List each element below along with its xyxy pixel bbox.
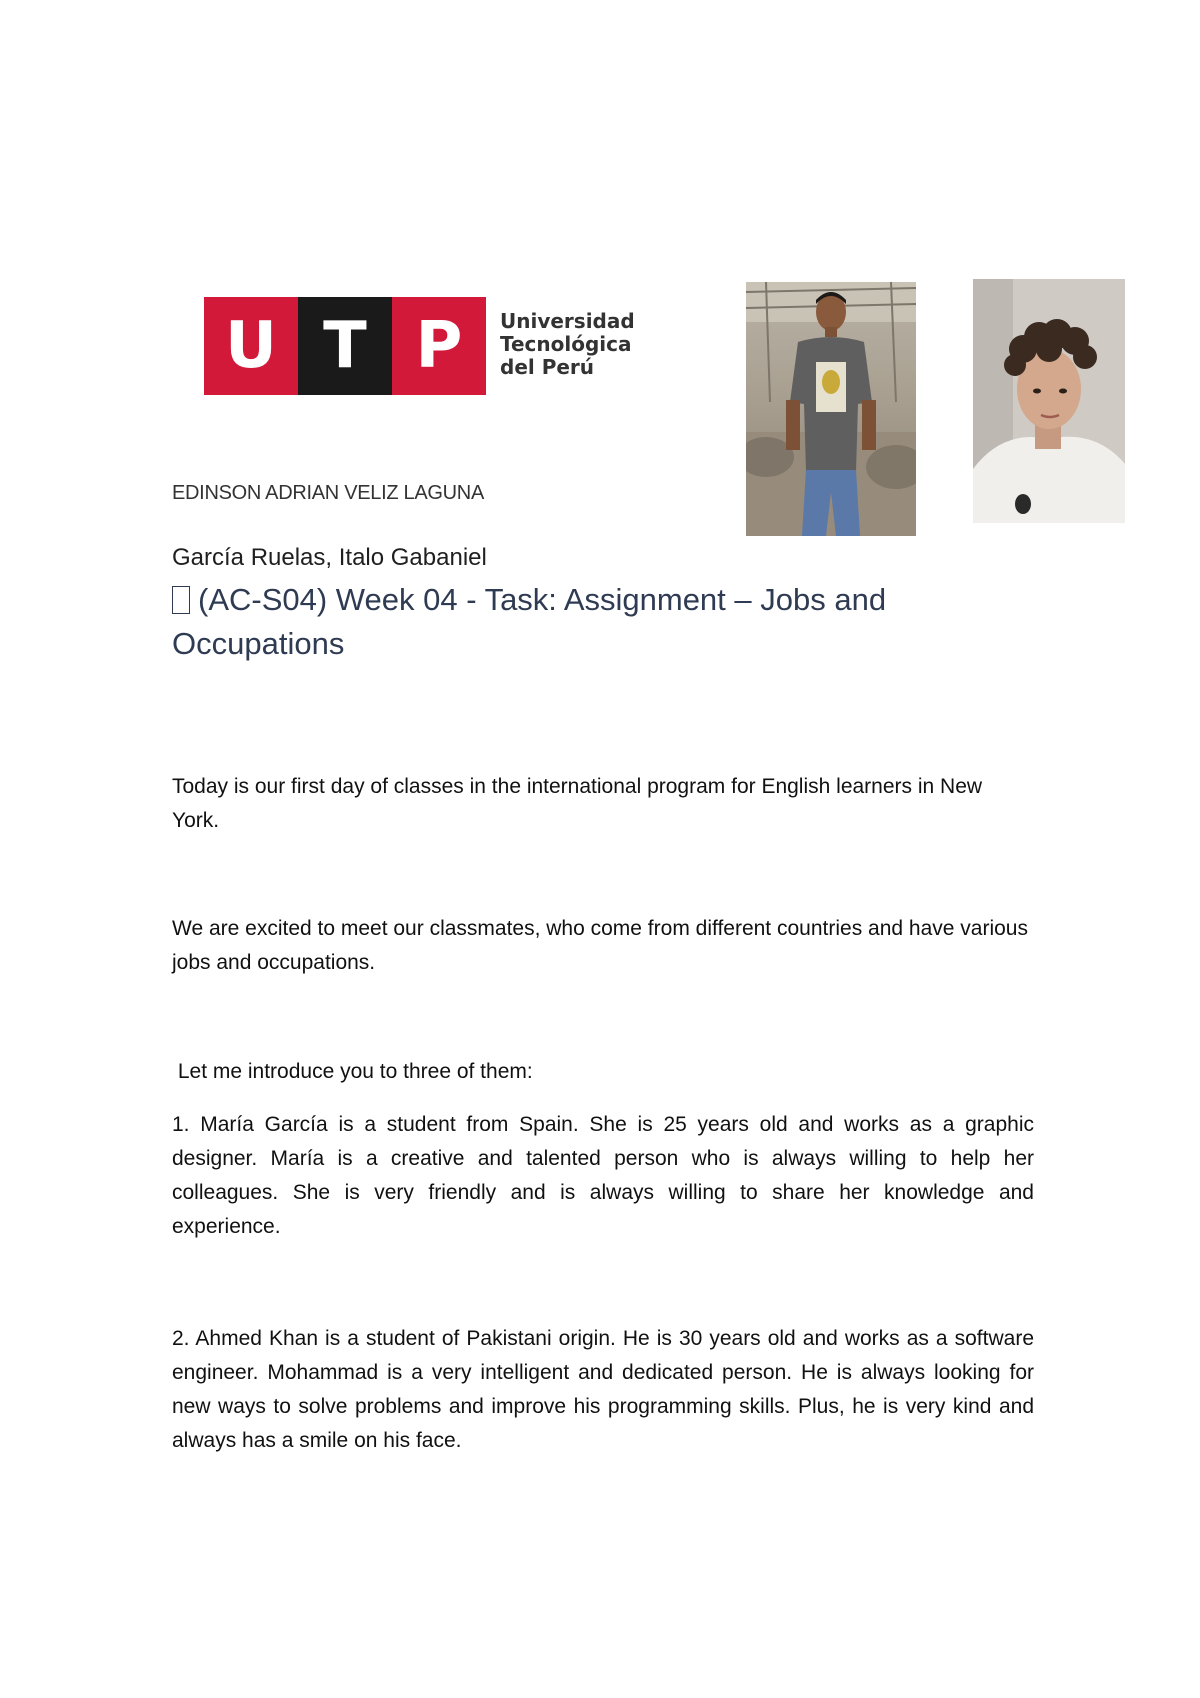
missing-glyph-icon (172, 586, 190, 614)
logo-letter-p: P (392, 297, 486, 395)
task-title-text: (AC-S04) Week 04 - Task: Assignment – Jobs and Occupations (172, 582, 887, 661)
task-title (172, 578, 1034, 666)
author-name-2: García Ruelas, Italo Gabaniel (172, 544, 487, 571)
paragraph-intro: Today is our first day of classes in the international program for English learners in New York. (172, 775, 983, 832)
paragraph-introduce: Let me introduce you to three of them: (172, 1060, 533, 1083)
logo-wordmark (500, 310, 635, 379)
logo-word-1: Universidad (500, 309, 635, 333)
paragraph-maria: 1. María García is a student from Spain. She is 25 years old and works as a graphic designer. María is a creative and talented person who is always willing to help her colleagues. She is very friendly and is always willing to share her knowledge and experience. (172, 1113, 1034, 1238)
logo-word-3: del Perú (500, 355, 595, 379)
logo-letter-u: U (204, 297, 298, 395)
logo-letter-t: T (298, 297, 392, 395)
author-name-1: EDINSON ADRIAN VELIZ LAGUNA (172, 482, 484, 504)
paragraph-ahmed: 2. Ahmed Khan is a student of Pakistani origin. He is 30 years old and works as a software engineer. Mohammad is a very intelligent and dedicated person. He is always looking for new ways to solve problems and improve his programming skills. Plus, he is very kind and always has a smile on his face. (172, 1327, 1034, 1452)
logo-word-2: Tecnológica (500, 332, 632, 356)
paragraph-classmates: We are excited to meet our classmates, who come from different countries and have various jobs and occupations. (172, 917, 1028, 974)
utp-logo (204, 297, 634, 395)
